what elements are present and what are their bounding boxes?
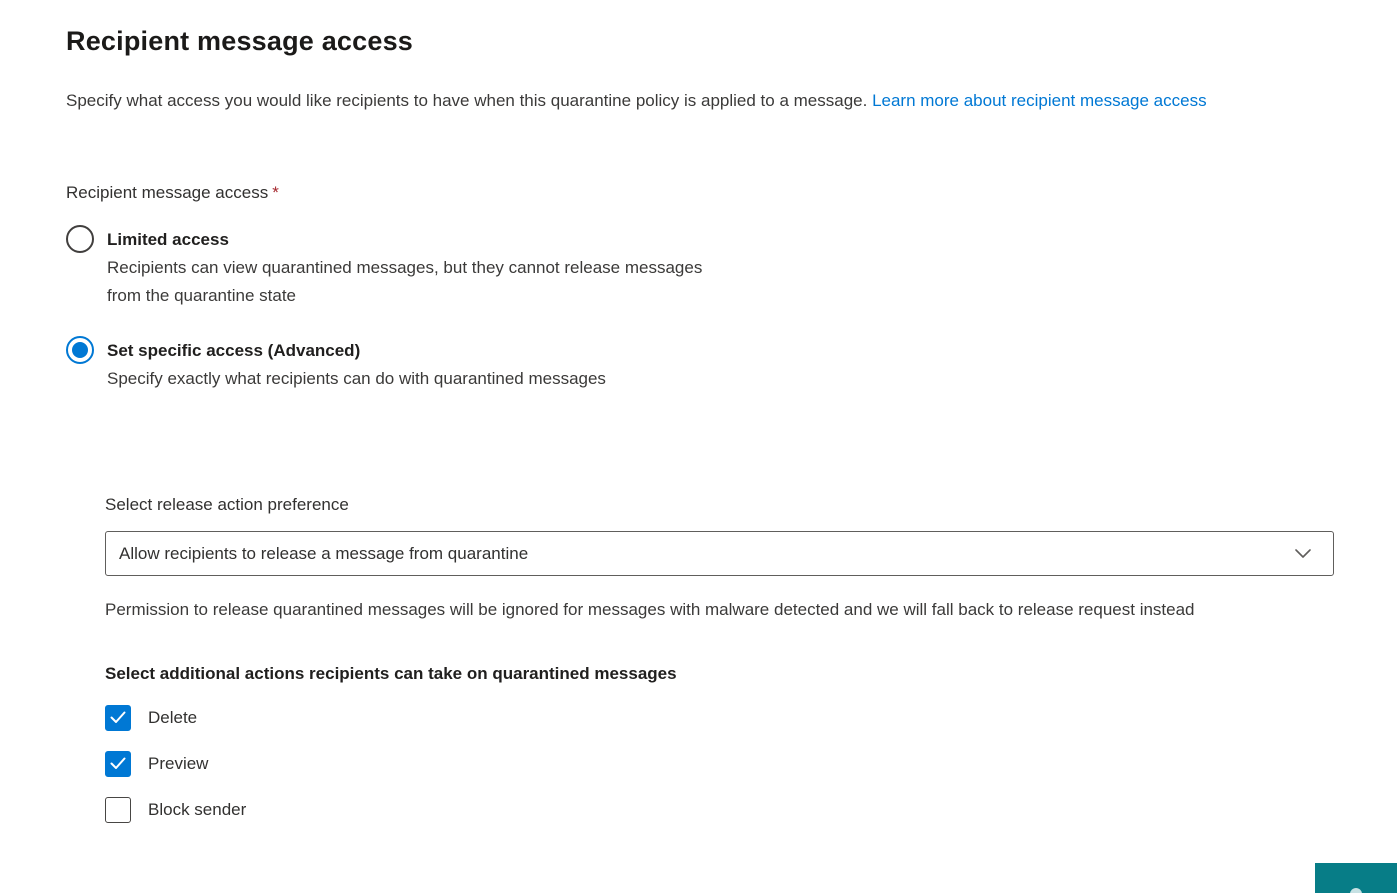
radio-description: Recipients can view quarantined messages, but they cannot release messages from the quarantine state (107, 258, 703, 305)
radio-label: Limited access (107, 230, 229, 249)
field-label: Recipient message access * (66, 183, 279, 202)
radio-icon[interactable] (66, 225, 94, 253)
help-question-icon (1350, 888, 1362, 893)
recipient-access-radio-group (66, 225, 1397, 393)
checkbox-row-delete[interactable] (105, 704, 1334, 731)
release-action-label: Select release action preference (105, 495, 349, 514)
learn-more-link[interactable]: Learn more about recipient message access (872, 91, 1207, 110)
checkbox-icon[interactable] (105, 705, 131, 731)
advanced-access-section (105, 495, 1334, 823)
checkbox-row-preview[interactable] (105, 750, 1334, 777)
radio-option-limited-access[interactable] (66, 225, 1397, 310)
checkbox-row-block-sender[interactable] (105, 796, 1334, 823)
additional-actions-label: Select additional actions recipients can take on quarantined messages (105, 664, 677, 683)
help-button[interactable] (1315, 863, 1397, 893)
page-description (66, 87, 1334, 115)
chevron-down-icon (1295, 549, 1311, 559)
page-description-text: Specify what access you would like recipients to have when this quarantine policy is applied to a message. (66, 91, 873, 110)
radio-label: Set specific access (Advanced) (107, 341, 361, 360)
check-icon (110, 757, 126, 770)
checkbox-icon[interactable] (105, 797, 131, 823)
checkbox-label: Block sender (148, 800, 247, 819)
checkbox-label: Preview (148, 754, 209, 773)
radio-option-set-specific-access[interactable] (66, 336, 1397, 393)
checkbox-icon[interactable] (105, 751, 131, 777)
page-title: Recipient message access (66, 26, 414, 56)
check-icon (110, 711, 126, 724)
release-action-dropdown[interactable] (105, 531, 1334, 576)
checkbox-label: Delete (148, 708, 198, 727)
release-action-note: Permission to release quarantined messages will be ignored for messages with malware detected and we will fall back to release request instead (105, 600, 1195, 619)
required-asterisk: * (272, 183, 279, 202)
additional-actions-checkbox-list (105, 704, 1334, 823)
radio-icon[interactable] (66, 336, 94, 364)
release-action-dropdown-value: Allow recipients to release a message from quarantine (119, 543, 529, 563)
radio-description: Specify exactly what recipients can do with quarantined messages (107, 369, 606, 388)
